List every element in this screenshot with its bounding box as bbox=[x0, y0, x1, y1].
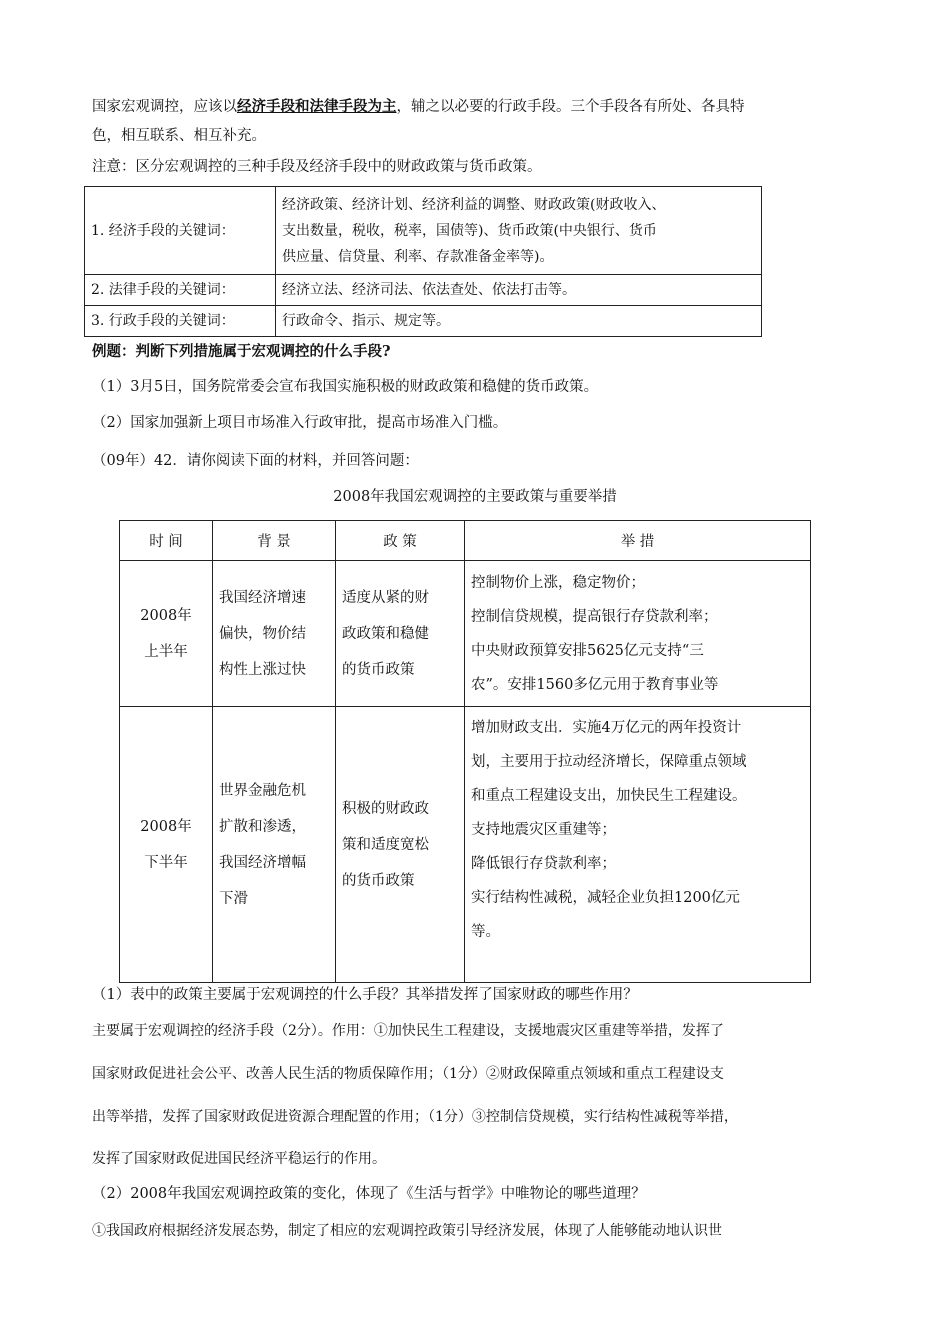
keyword-line: 供应量、信贷量、利率、存款准备金率等)。 bbox=[282, 248, 554, 265]
row-background bbox=[213, 561, 336, 707]
table-row bbox=[85, 275, 762, 306]
cell-line: 实行结构性减税，减轻企业负担1200亿元 bbox=[471, 890, 740, 906]
answer-1-line: 主要属于宏观调控的经济手段（2分）。作用：①加快民生工程建设，支援地震灾区重建等举措，发挥了 bbox=[92, 1023, 724, 1039]
cell-line: 世界金融危机 bbox=[219, 782, 306, 799]
cell-line: 控制物价上涨，稳定物价； bbox=[471, 574, 645, 591]
cell-line: 农”。安排1560多亿元用于教育事业等 bbox=[471, 676, 719, 693]
intro-line-1 bbox=[92, 98, 745, 116]
example-q1: （1）3月5日，国务院常委会宣布我国实施积极的财政政策和稳健的货币政策。 bbox=[92, 379, 599, 395]
cell-line: 2008年 bbox=[140, 607, 192, 624]
answer-1-line: 国家财政促进社会公平、改善人民生活的物质保障作用；（1分）②财政保障重点领域和重点工程建设支 bbox=[92, 1066, 724, 1082]
cell-line: 偏快，物价结 bbox=[219, 625, 306, 642]
intro-emphasis: 经济手段和法律手段为主 bbox=[237, 98, 397, 115]
intro-text-cont: ，辅之以必要的行政手段。三个手段各有所处、各具特 bbox=[396, 99, 745, 115]
cell-line: 策和适度宽松 bbox=[342, 836, 429, 853]
keyword-content: 行政命令、指示、规定等。 bbox=[276, 306, 762, 337]
cell-line: 的货币政策 bbox=[342, 661, 415, 678]
cell-line: 控制信贷规模，提高银行存贷款利率； bbox=[471, 608, 718, 625]
cell-line: 等。 bbox=[471, 924, 500, 940]
cell-line: 我国经济增幅 bbox=[219, 854, 306, 871]
table-caption: 2008年我国宏观调控的主要政策与重要举措 bbox=[333, 489, 617, 505]
cell-line: 划，主要用于拉动经济增长，保障重点领域 bbox=[471, 754, 747, 770]
intro-text: 国家宏观调控，应该以 bbox=[92, 99, 237, 115]
table-row bbox=[120, 561, 811, 707]
cell-line: 下滑 bbox=[219, 890, 248, 907]
table-row bbox=[85, 306, 762, 337]
example-q2: （2）国家加强新上项目市场准入行政审批，提高市场准入门槛。 bbox=[92, 415, 508, 431]
keywords-table bbox=[84, 186, 762, 337]
row-policy bbox=[336, 561, 465, 707]
keyword-line: 经济政策、经济计划、经济利益的调整、财政政策(财政收入、 bbox=[282, 196, 666, 213]
answer-2-line: ①我国政府根据经济发展态势，制定了相应的宏观调控政策引导经济发展，体现了人能够能动地认识世 bbox=[92, 1223, 722, 1239]
cell-line: 下半年 bbox=[144, 854, 188, 871]
header-time: 时 间 bbox=[120, 521, 213, 561]
answer-1-line: 出等举措，发挥了国家财政促进资源合理配置的作用；（1分）③控制信贷规模，实行结构性减税等举措， bbox=[92, 1109, 738, 1125]
keyword-label: 1. 经济手段的关键词： bbox=[85, 187, 276, 275]
cell-line: 2008年 bbox=[140, 818, 192, 835]
question-2: （2）2008年我国宏观调控政策的变化，体现了《生活与哲学》中唯物论的哪些道理？ bbox=[92, 1186, 646, 1202]
cell-line: 降低银行存贷款利率； bbox=[471, 856, 616, 872]
table-row bbox=[85, 187, 762, 275]
cell-line: 和重点工程建设支出，加快民生工程建设。 bbox=[471, 788, 747, 804]
header-background: 背 景 bbox=[213, 521, 336, 561]
cell-line: 中央财政预算安排5625亿元支持“三 bbox=[471, 642, 704, 659]
keyword-content: 经济立法、经济司法、依法查处、依法打击等。 bbox=[276, 275, 762, 306]
cell-line: 构性上涨过快 bbox=[219, 661, 306, 678]
table-header-row bbox=[120, 521, 811, 561]
cell-line: 增加财政支出．实施4万亿元的两年投资计 bbox=[471, 720, 742, 736]
example-q3: （09年）42．请你阅读下面的材料，并回答问题： bbox=[92, 453, 419, 469]
cell-line: 扩散和渗透， bbox=[219, 818, 306, 835]
header-measures: 举 措 bbox=[465, 521, 811, 561]
question-1: （1）表中的政策主要属于宏观调控的什么手段？其举措发挥了国家财政的哪些作用？ bbox=[92, 987, 638, 1003]
cell-line: 政政策和稳健 bbox=[342, 625, 429, 642]
cell-line: 的货币政策 bbox=[342, 872, 415, 889]
keyword-line: 支出数量，税收，税率，国债等)、货币政策(中央银行、货币 bbox=[282, 222, 657, 239]
row-policy bbox=[336, 707, 465, 983]
cell-line: 我国经济增速 bbox=[219, 589, 306, 606]
example-title: 例题：判断下列措施属于宏观调控的什么手段? bbox=[92, 343, 391, 360]
policy-table bbox=[119, 520, 811, 983]
keyword-label: 3. 行政手段的关键词： bbox=[85, 306, 276, 337]
keyword-label: 2. 法律手段的关键词： bbox=[85, 275, 276, 306]
row-background bbox=[213, 707, 336, 983]
row-measures bbox=[465, 561, 811, 707]
cell-line: 支持地震灾区重建等； bbox=[471, 822, 616, 838]
table-row bbox=[120, 707, 811, 983]
cell-line: 积极的财政政 bbox=[342, 800, 429, 817]
header-policy: 政 策 bbox=[336, 521, 465, 561]
note-line: 注意：区分宏观调控的三种手段及经济手段中的财政政策与货币政策。 bbox=[92, 159, 542, 175]
row-time bbox=[120, 561, 213, 707]
row-measures bbox=[465, 707, 811, 983]
row-time bbox=[120, 707, 213, 983]
answer-1-line: 发挥了国家财政促进国民经济平稳运行的作用。 bbox=[92, 1151, 386, 1167]
intro-line-2: 色，相互联系、相互补充。 bbox=[92, 128, 266, 144]
cell-line: 适度从紧的财 bbox=[342, 589, 429, 606]
cell-line: 上半年 bbox=[144, 643, 188, 660]
keyword-content bbox=[276, 187, 762, 275]
